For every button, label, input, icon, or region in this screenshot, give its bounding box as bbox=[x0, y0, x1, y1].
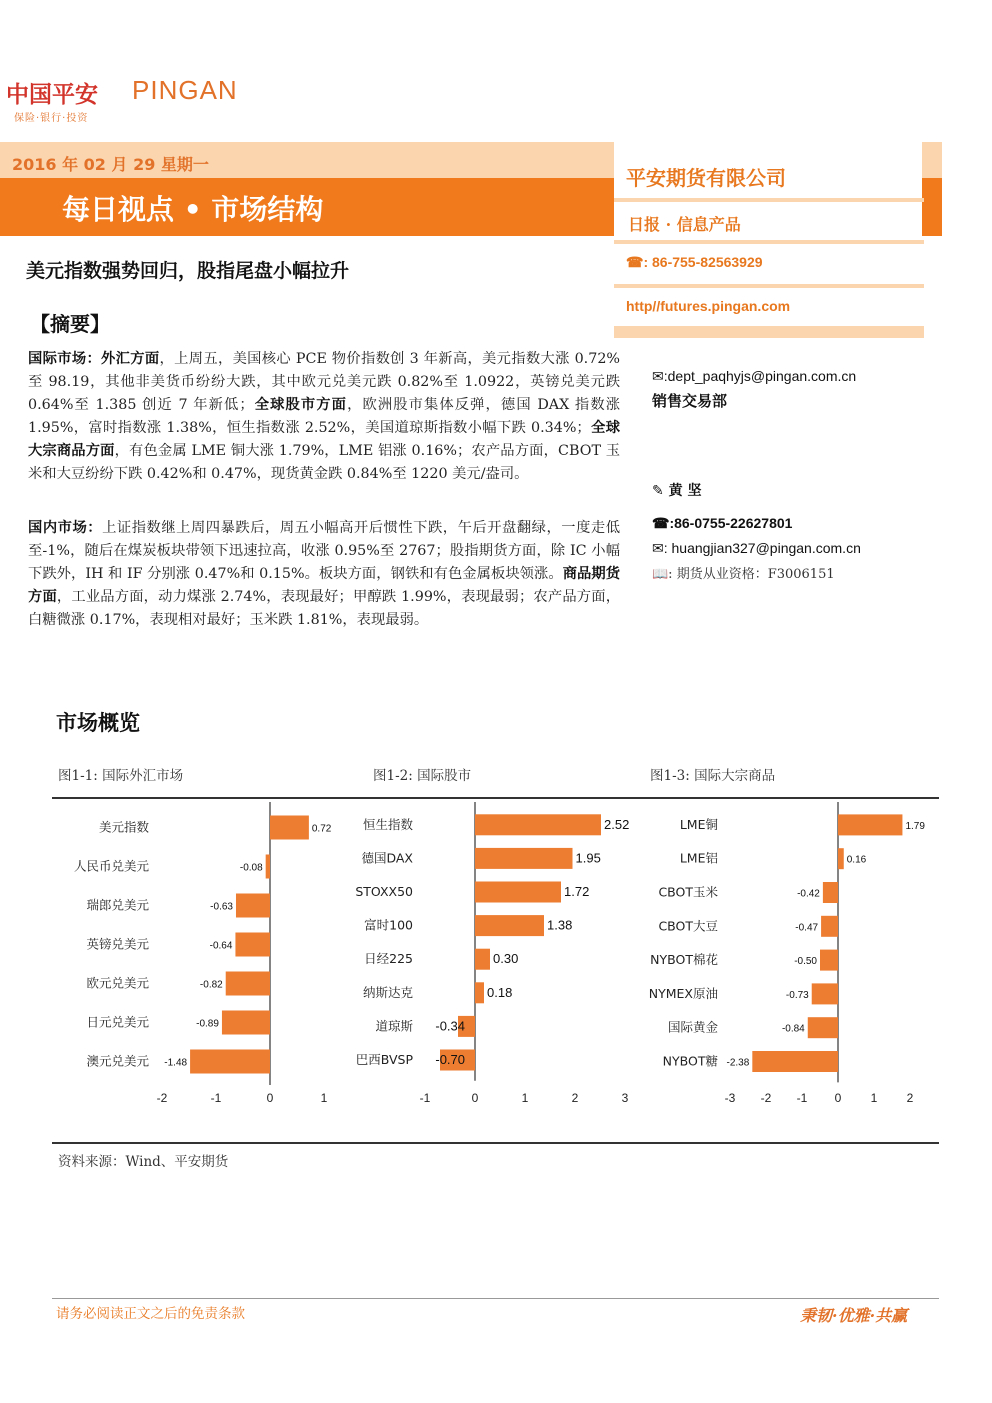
value-label: -0.50 bbox=[794, 956, 817, 968]
logo-cn: 中国平安 bbox=[6, 82, 98, 108]
keyword: 国内市场： bbox=[28, 520, 103, 536]
analyst-license: 📖: 期货从业资格：F3006151 bbox=[652, 567, 835, 582]
category-label: 纳斯达克 bbox=[362, 984, 413, 1000]
headline: 美元指数强势回归，股指尾盘小幅拉升 bbox=[26, 260, 350, 282]
bar bbox=[222, 1011, 270, 1035]
info-divider bbox=[614, 326, 924, 338]
tick-label: -3 bbox=[724, 1091, 736, 1105]
paragraph-text: 上证指数继上周四暴跌后，周五小幅高开后惯性下跌，午后开盘翻绿，一度走低至-1%，随后在煤炭板块带领下迅速拉高，收涨 0.95%至 2767；股指期货方面，除 IC 小幅下跌外，IH 和 IF 分别涨 0.47%和 0.15%。板块方面，钢铁和有色金属板块领涨。 bbox=[28, 520, 621, 583]
category-label: STOXX50 bbox=[355, 884, 413, 899]
category-label: 日经225 bbox=[364, 951, 413, 967]
data-source: 资料来源：Wind、平安期货 bbox=[58, 1154, 229, 1170]
report-title: 每日视点 • 市场结构 bbox=[62, 193, 324, 226]
tick-label: 2 bbox=[571, 1091, 579, 1105]
value-label: -2.38 bbox=[726, 1057, 750, 1069]
footer-rule bbox=[52, 1298, 939, 1299]
bar bbox=[838, 814, 902, 835]
charts-bottom-rule bbox=[52, 1142, 939, 1144]
abstract-heading: 【摘要】 bbox=[30, 312, 110, 336]
category-label: 巴西BVSP bbox=[355, 1052, 413, 1067]
value-label: 1.79 bbox=[905, 820, 925, 832]
paragraph-text: ，欧洲股市集体反弹，德国 DAX 指数涨 1.95%，富时指数涨 1.38%，恒生指数涨 2.52%，美国道琼斯指数小幅下跌 0.34%； bbox=[28, 397, 620, 437]
category-label: CBOT玉米 bbox=[658, 884, 718, 900]
category-label: CBOT大豆 bbox=[658, 918, 718, 934]
analyst-email[interactable]: ✉: huangjian327@pingan.com.cn bbox=[652, 540, 861, 556]
analyst-name: ✎ 黄 坚 bbox=[652, 483, 702, 499]
value-label: -0.73 bbox=[785, 989, 809, 1001]
value-label: -0.34 bbox=[435, 1018, 465, 1034]
info-divider bbox=[614, 284, 924, 288]
bar bbox=[475, 882, 561, 903]
bar bbox=[475, 949, 490, 970]
bar bbox=[236, 894, 270, 918]
category-label: 日元兑美元 bbox=[86, 1014, 149, 1030]
info-divider bbox=[614, 198, 924, 202]
value-label: -1.48 bbox=[164, 1057, 188, 1069]
tick-label: 1 bbox=[320, 1091, 328, 1105]
tick-label: 0 bbox=[471, 1091, 479, 1105]
category-label: 德国DAX bbox=[361, 850, 413, 866]
category-label: NYBOT棉花 bbox=[650, 952, 718, 968]
value-label: -0.47 bbox=[795, 922, 819, 934]
category-label: 澳元兑美元 bbox=[86, 1053, 149, 1069]
value-label: 0.16 bbox=[846, 854, 867, 866]
report-date: 2016 年 02 月 29 星期一 bbox=[12, 155, 209, 174]
bar bbox=[475, 982, 484, 1003]
value-label: -0.70 bbox=[435, 1052, 465, 1067]
keyword: 国际市场：外汇方面 bbox=[28, 351, 160, 367]
tick-label: 1 bbox=[870, 1091, 878, 1105]
bar bbox=[812, 983, 838, 1004]
category-label: 瑞郎兑美元 bbox=[86, 897, 149, 913]
bar bbox=[475, 915, 544, 936]
figure-caption-commodities: 图1-3: 国际大宗商品 bbox=[650, 768, 776, 784]
keyword: 全球大宗商品方面 bbox=[28, 420, 620, 460]
category-label: 人民币兑美元 bbox=[73, 858, 149, 874]
bar bbox=[821, 916, 838, 937]
value-label: 1.95 bbox=[575, 850, 601, 866]
bar bbox=[808, 1017, 838, 1038]
figure-caption-fx: 图1-1: 国际外汇市场 bbox=[58, 768, 184, 784]
value-label: 1.38 bbox=[547, 917, 573, 933]
category-label: 美元指数 bbox=[98, 819, 149, 835]
category-label: 英镑兑美元 bbox=[86, 936, 149, 952]
department: 销售交易部 bbox=[652, 392, 728, 410]
tick-label: 2 bbox=[906, 1091, 914, 1105]
value-label: -0.63 bbox=[210, 901, 233, 913]
bar bbox=[190, 1050, 270, 1074]
category-label: 欧元兑美元 bbox=[86, 975, 149, 991]
bar bbox=[475, 848, 573, 869]
logo-tagline: 保险·银行·投资 bbox=[14, 113, 89, 124]
bar bbox=[475, 814, 601, 835]
category-label: LME铜 bbox=[679, 816, 718, 832]
analyst-phone: ☎:86-0755-22627801 bbox=[652, 515, 793, 531]
value-label: 2.52 bbox=[604, 816, 630, 832]
category-label: LME铝 bbox=[679, 850, 718, 866]
product-type: 日报 · 信息产品 bbox=[628, 215, 741, 234]
value-label: -0.89 bbox=[196, 1018, 219, 1030]
tick-label: -1 bbox=[210, 1091, 222, 1105]
disclaimer-link[interactable]: 请务必阅读正文之后的免责条款 bbox=[56, 1306, 245, 1322]
chart-svg bbox=[340, 800, 640, 1110]
company-name: 平安期货有限公司 bbox=[626, 166, 786, 190]
bar bbox=[266, 855, 270, 879]
tick-label: -2 bbox=[156, 1091, 168, 1105]
bar bbox=[838, 848, 844, 869]
dept-email[interactable]: ✉:dept_paqhyjs@pingan.com.cn bbox=[652, 368, 857, 384]
domestic-market-paragraph bbox=[28, 517, 620, 632]
logo-en: PINGAN bbox=[132, 75, 238, 105]
bar bbox=[823, 882, 838, 903]
category-label: 国际黄金 bbox=[667, 1019, 718, 1035]
company-phone: ☎: 86-755-82563929 bbox=[626, 254, 763, 270]
tick-label: 0 bbox=[834, 1091, 842, 1105]
market-overview-heading: 市场概览 bbox=[56, 711, 140, 735]
tick-label: -1 bbox=[796, 1091, 808, 1105]
fx-bar-chart bbox=[52, 800, 352, 1110]
tick-label: -2 bbox=[760, 1091, 772, 1105]
value-label: -0.08 bbox=[239, 862, 263, 874]
value-label: 1.72 bbox=[564, 884, 590, 899]
value-label: 0.72 bbox=[311, 823, 332, 835]
value-label: -0.64 bbox=[209, 940, 233, 952]
paragraph-text: ，上周五，美国核心 PCE 物价指数创 3 年新高，美元指数大涨 0.72%至 98.19，其他非美货币纷纷大跌，其中欧元兑美元跌 0.82%至 1.0922，英镑兑美元跌 0.64%至 1.385 创近 7 年新低； bbox=[28, 351, 621, 414]
category-label: 道琼斯 bbox=[375, 1018, 413, 1034]
value-label: 0.30 bbox=[493, 951, 519, 967]
tick-label: 0 bbox=[266, 1091, 274, 1105]
category-label: NYMEX原油 bbox=[648, 985, 718, 1001]
paragraph-text: ，工业品方面，动力煤涨 2.74%，表现最好；甲醇跌 1.99%，表现最弱；农产品方面，白糖微涨 0.17%，表现相对最好；玉米跌 1.81%，表现最弱。 bbox=[28, 589, 621, 629]
category-label: 恒生指数 bbox=[362, 816, 413, 832]
chart-svg bbox=[635, 800, 935, 1110]
category-label: 富时100 bbox=[364, 917, 413, 933]
category-label: NYBOT糖 bbox=[662, 1053, 718, 1069]
value-label: 0.18 bbox=[487, 984, 513, 1000]
stock-bar-chart bbox=[340, 800, 640, 1110]
commodity-bar-chart bbox=[635, 800, 935, 1110]
value-label: -0.82 bbox=[199, 979, 223, 991]
info-divider bbox=[614, 240, 924, 244]
bar bbox=[235, 933, 270, 957]
keyword: 全球股市方面 bbox=[253, 397, 348, 414]
slogan: 秉韧·优雅·共赢 bbox=[800, 1306, 908, 1325]
tick-label: -1 bbox=[419, 1091, 431, 1105]
bar bbox=[820, 950, 838, 971]
bar bbox=[226, 972, 270, 996]
tick-label: 1 bbox=[521, 1091, 529, 1105]
value-label: -0.84 bbox=[781, 1023, 805, 1035]
keyword: 商品期货方面 bbox=[28, 566, 621, 606]
paragraph-text: ，有色金属 LME 铜大涨 1.79%，LME 铝涨 0.16%；农产品方面，CBOT 玉米和大豆纷纷下跌 0.42%和 0.47%，现货黄金跌 0.84%至 1220 美元/盎司。 bbox=[28, 443, 620, 483]
figure-caption-stocks: 图1-2: 国际股市 bbox=[373, 768, 472, 784]
tick-label: 3 bbox=[621, 1091, 629, 1105]
charts-top-rule bbox=[52, 797, 939, 799]
bar bbox=[270, 816, 309, 840]
company-website[interactable]: http//futures.pingan.com bbox=[626, 298, 791, 314]
chart-svg bbox=[52, 800, 352, 1110]
international-market-paragraph bbox=[28, 348, 620, 487]
bar bbox=[752, 1051, 838, 1072]
value-label: -0.42 bbox=[797, 888, 820, 900]
